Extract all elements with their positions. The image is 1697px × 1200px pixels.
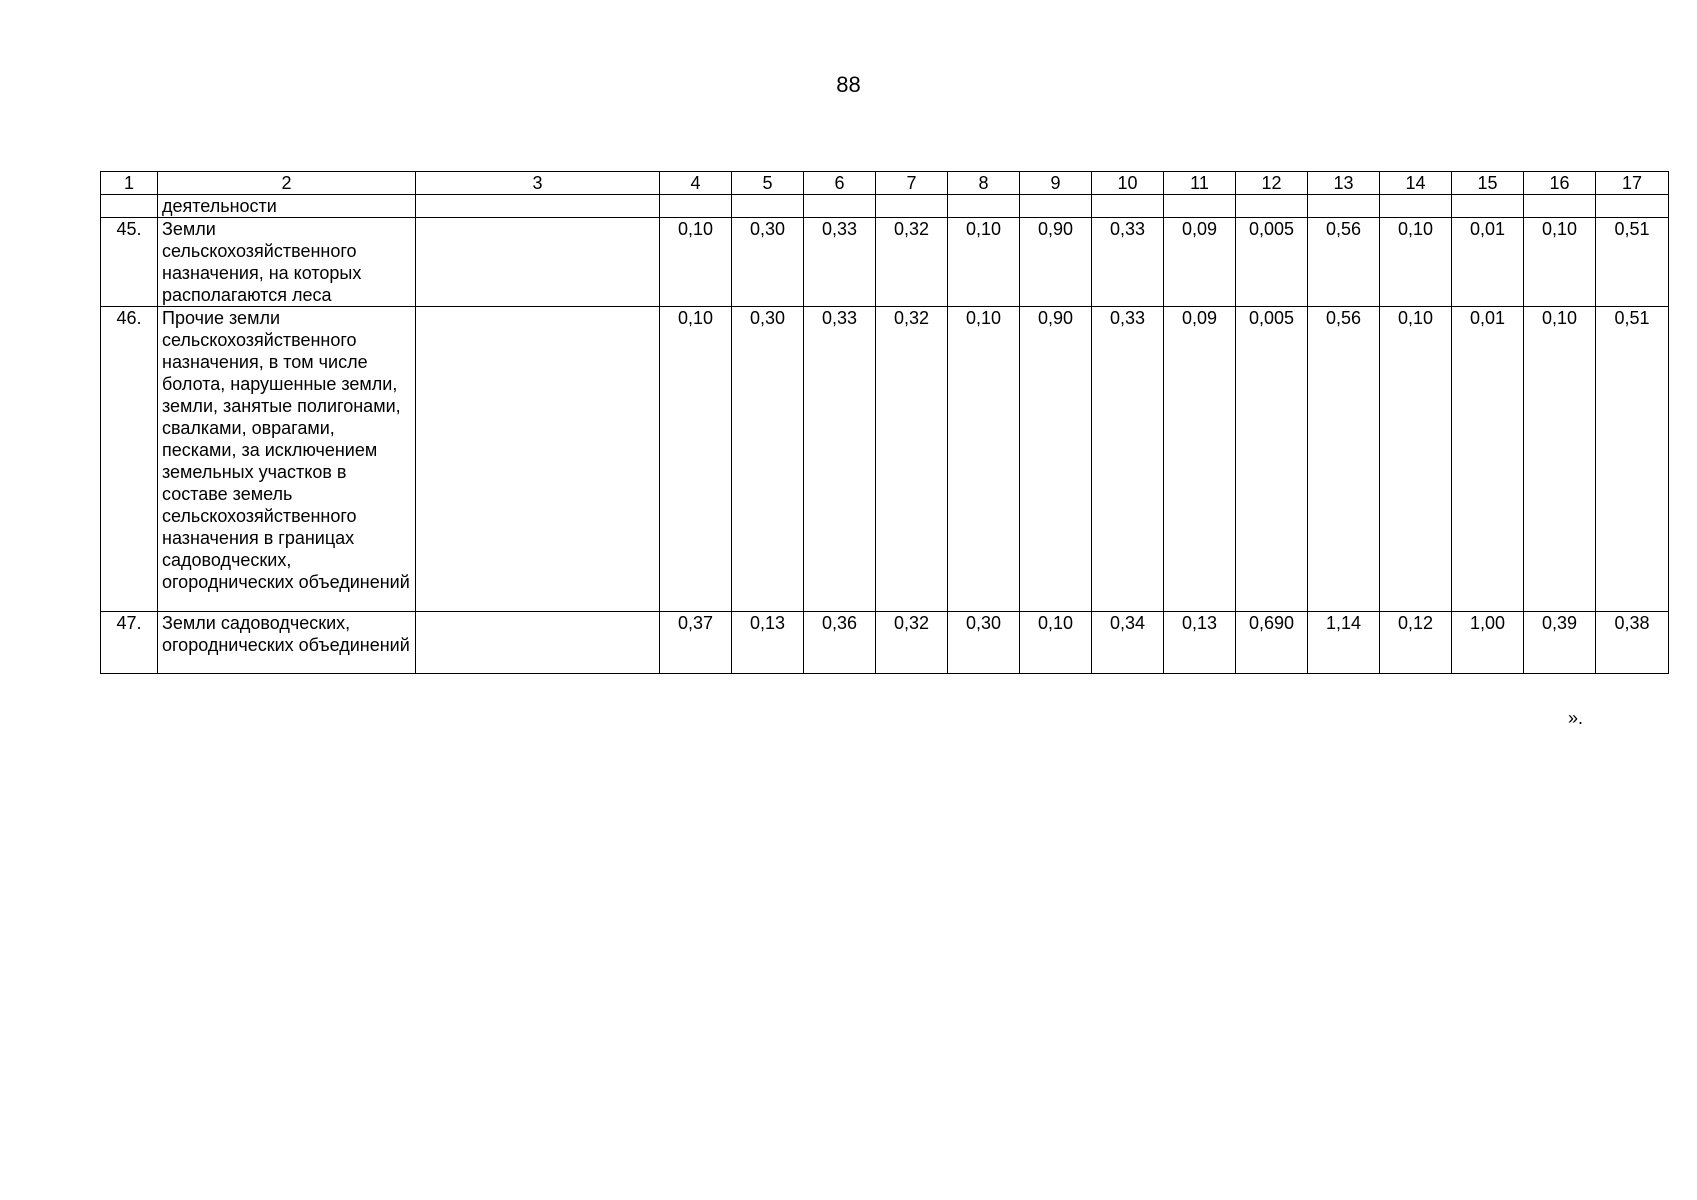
table-row: [101, 612, 1669, 674]
land-category-name: Земли садоводческих, огороднических объединений: [158, 612, 416, 674]
value-cell: [1020, 195, 1092, 218]
column-header: 12: [1236, 172, 1308, 195]
column-3-cell: [416, 195, 660, 218]
column-header: 15: [1452, 172, 1524, 195]
value-cell: [948, 195, 1020, 218]
column-3-cell: [416, 218, 660, 307]
value-cell: [1596, 195, 1669, 218]
page-number: 88: [836, 72, 861, 97]
value-cell: 0,38: [1596, 612, 1669, 674]
row-number: 47.: [101, 612, 158, 674]
column-header: 5: [732, 172, 804, 195]
value-cell: [876, 195, 948, 218]
column-header: 13: [1308, 172, 1380, 195]
row-number: 46.: [101, 307, 158, 612]
table-row: [101, 307, 1669, 612]
column-header: 2: [158, 172, 416, 195]
column-3-cell: [416, 307, 660, 612]
value-cell: [1524, 195, 1596, 218]
column-header: 11: [1164, 172, 1236, 195]
value-cell: 0,10: [660, 307, 732, 612]
column-header: 7: [876, 172, 948, 195]
value-cell: 0,33: [1092, 218, 1164, 307]
land-category-name: Земли сельскохозяйственного назначения, на которых располагаются леса: [158, 218, 416, 307]
value-cell: 0,34: [1092, 612, 1164, 674]
value-cell: 0,32: [876, 218, 948, 307]
column-header: 8: [948, 172, 1020, 195]
value-cell: 0,13: [1164, 612, 1236, 674]
value-cell: 0,10: [1524, 218, 1596, 307]
value-cell: [804, 195, 876, 218]
column-header: 10: [1092, 172, 1164, 195]
value-cell: 0,10: [1524, 307, 1596, 612]
row-number: [101, 195, 158, 218]
column-header: 9: [1020, 172, 1092, 195]
value-cell: 0,32: [876, 307, 948, 612]
value-cell: [1308, 195, 1380, 218]
column-header: 3: [416, 172, 660, 195]
value-cell: 1,14: [1308, 612, 1380, 674]
column-header: 17: [1596, 172, 1669, 195]
value-cell: 0,39: [1524, 612, 1596, 674]
value-cell: [1236, 195, 1308, 218]
value-cell: 0,10: [1020, 612, 1092, 674]
value-cell: 0,51: [1596, 307, 1669, 612]
value-cell: 0,90: [1020, 218, 1092, 307]
value-cell: 0,005: [1236, 218, 1308, 307]
column-header: 4: [660, 172, 732, 195]
value-cell: 0,37: [660, 612, 732, 674]
value-cell: 0,56: [1308, 218, 1380, 307]
value-cell: [660, 195, 732, 218]
column-3-cell: [416, 612, 660, 674]
value-cell: 0,690: [1236, 612, 1308, 674]
value-cell: 0,10: [948, 218, 1020, 307]
value-cell: 0,10: [1380, 218, 1452, 307]
value-cell: [1164, 195, 1236, 218]
value-cell: [1092, 195, 1164, 218]
column-header: 1: [101, 172, 158, 195]
value-cell: 0,33: [1092, 307, 1164, 612]
value-cell: 0,13: [732, 612, 804, 674]
column-header: 16: [1524, 172, 1596, 195]
value-cell: 0,30: [732, 218, 804, 307]
value-cell: 0,36: [804, 612, 876, 674]
value-cell: 0,12: [1380, 612, 1452, 674]
value-cell: 0,09: [1164, 307, 1236, 612]
table-header-row: [101, 172, 1669, 195]
value-cell: [1452, 195, 1524, 218]
data-table: [100, 171, 1669, 674]
value-cell: 0,005: [1236, 307, 1308, 612]
table-row: [101, 195, 1669, 218]
value-cell: [1380, 195, 1452, 218]
value-cell: 0,33: [804, 218, 876, 307]
value-cell: [732, 195, 804, 218]
value-cell: 0,56: [1308, 307, 1380, 612]
row-number: 45.: [101, 218, 158, 307]
value-cell: 0,51: [1596, 218, 1669, 307]
land-category-name: Прочие земли сельскохозяйственного назначения, в том числе болота, нарушенные земли, земли, занятые полигонами, свалками, оврагами, песками, за исключением земельных участков в составе земель сельскохозяйственного назначения в границах садоводческих, огороднических объединений: [158, 307, 416, 612]
value-cell: 0,10: [1380, 307, 1452, 612]
value-cell: 0,10: [660, 218, 732, 307]
value-cell: 0,01: [1452, 218, 1524, 307]
value-cell: 0,09: [1164, 218, 1236, 307]
value-cell: 0,10: [948, 307, 1020, 612]
value-cell: 1,00: [1452, 612, 1524, 674]
column-header: 6: [804, 172, 876, 195]
closing-quote-mark: ».: [1568, 708, 1584, 728]
value-cell: 0,90: [1020, 307, 1092, 612]
value-cell: 0,30: [732, 307, 804, 612]
value-cell: 0,30: [948, 612, 1020, 674]
column-header: 14: [1380, 172, 1452, 195]
value-cell: 0,32: [876, 612, 948, 674]
value-cell: 0,01: [1452, 307, 1524, 612]
table-row: [101, 218, 1669, 307]
value-cell: 0,33: [804, 307, 876, 612]
land-category-name: деятельности: [158, 195, 416, 218]
